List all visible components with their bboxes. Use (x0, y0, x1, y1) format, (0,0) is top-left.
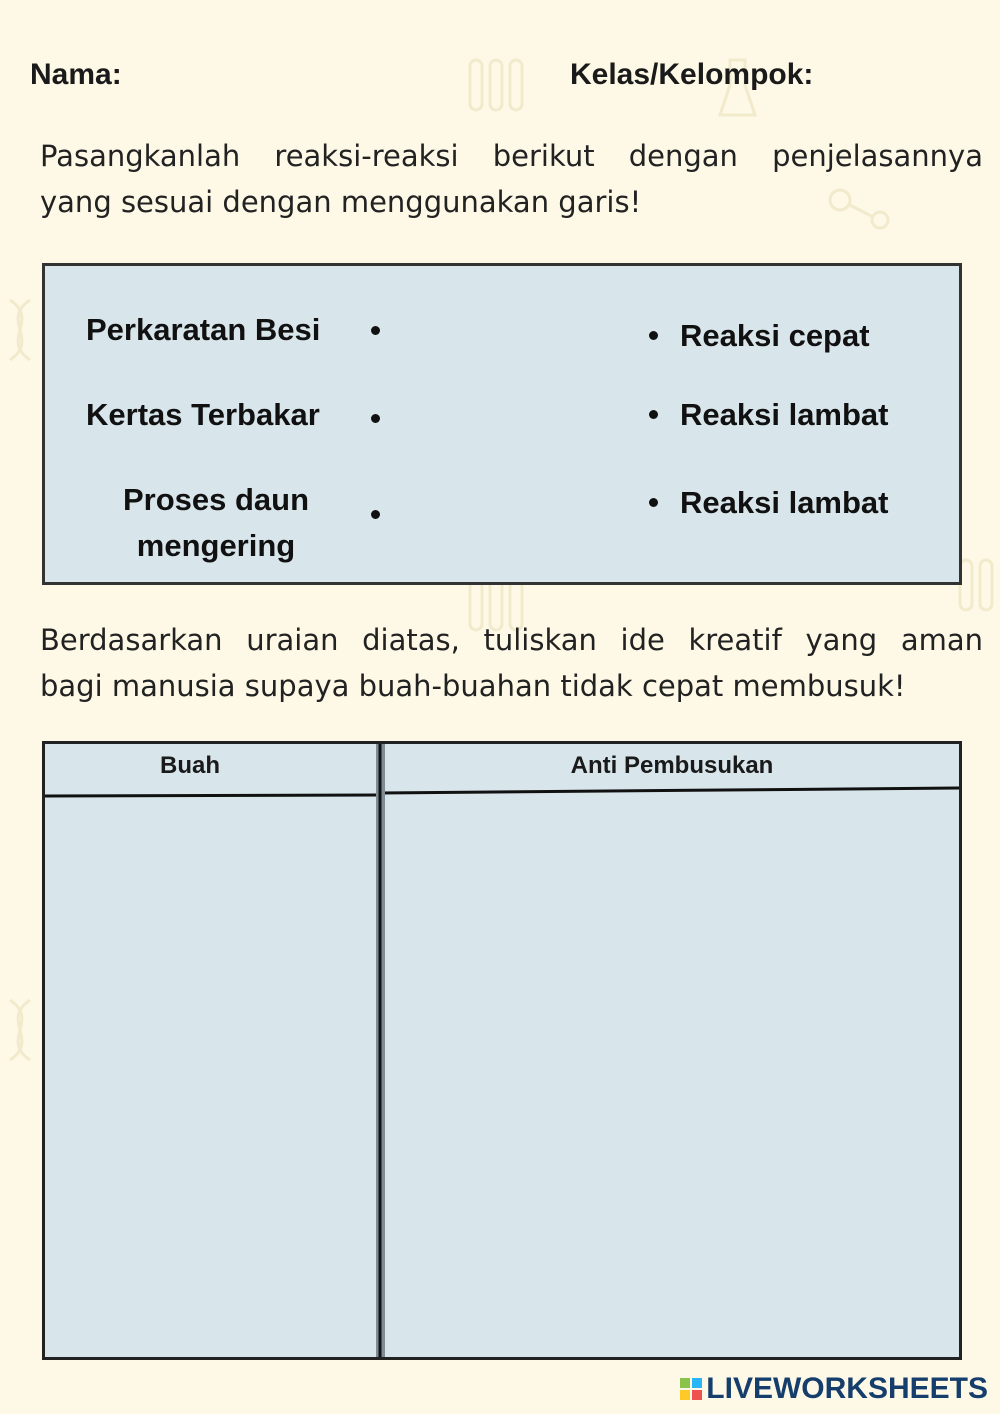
right-item-3: Reaksi lambat (680, 485, 889, 520)
left-dot-1[interactable] (371, 326, 380, 335)
matching-instruction (40, 133, 983, 225)
left-dot-2[interactable] (371, 414, 380, 423)
right-item-1: Reaksi cepat (680, 318, 870, 353)
right-dot-3[interactable] (649, 498, 658, 507)
left-item-3 (86, 477, 346, 569)
left-item-1: Perkaratan Besi (86, 312, 321, 347)
brand-logo-icon (680, 1378, 702, 1400)
answer-cell-buah[interactable] (45, 798, 376, 1357)
right-item-2: Reaksi lambat (680, 397, 889, 432)
instruction2-line1: Berdasarkan uraian diatas, tuliskan ide kreatif yang aman (40, 623, 983, 657)
left-item-3-line1: Proses daun (122, 482, 310, 517)
instruction2-line2: bagi manusia supaya buah-buahan tidak cepat membusuk! (40, 669, 906, 703)
right-dot-2[interactable] (649, 410, 658, 419)
header-buah: Buah (160, 752, 220, 779)
matching-box (42, 263, 962, 585)
liveworksheets-logo (680, 1372, 988, 1406)
header-anti-pembusukan: Anti Pembusukan (570, 752, 774, 779)
answer-cell-anti-pembusukan[interactable] (385, 794, 959, 1357)
right-dot-1[interactable] (649, 331, 658, 340)
instruction1-line2: yang sesuai dengan menggunakan garis! (40, 185, 642, 219)
creative-idea-instruction (40, 617, 983, 709)
class-group-label: Kelas/Kelompok: (570, 58, 814, 91)
left-item-3-line2: mengering (136, 528, 296, 563)
instruction1-line1: Pasangkanlah reaksi-reaksi berikut dengan penjelasannya (40, 139, 983, 173)
answer-table (42, 741, 962, 1360)
brand-text: LIVEWORKSHEETS (706, 1372, 988, 1405)
left-item-2: Kertas Terbakar (86, 397, 320, 432)
left-dot-3[interactable] (371, 510, 380, 519)
name-label: Nama: (30, 58, 122, 91)
